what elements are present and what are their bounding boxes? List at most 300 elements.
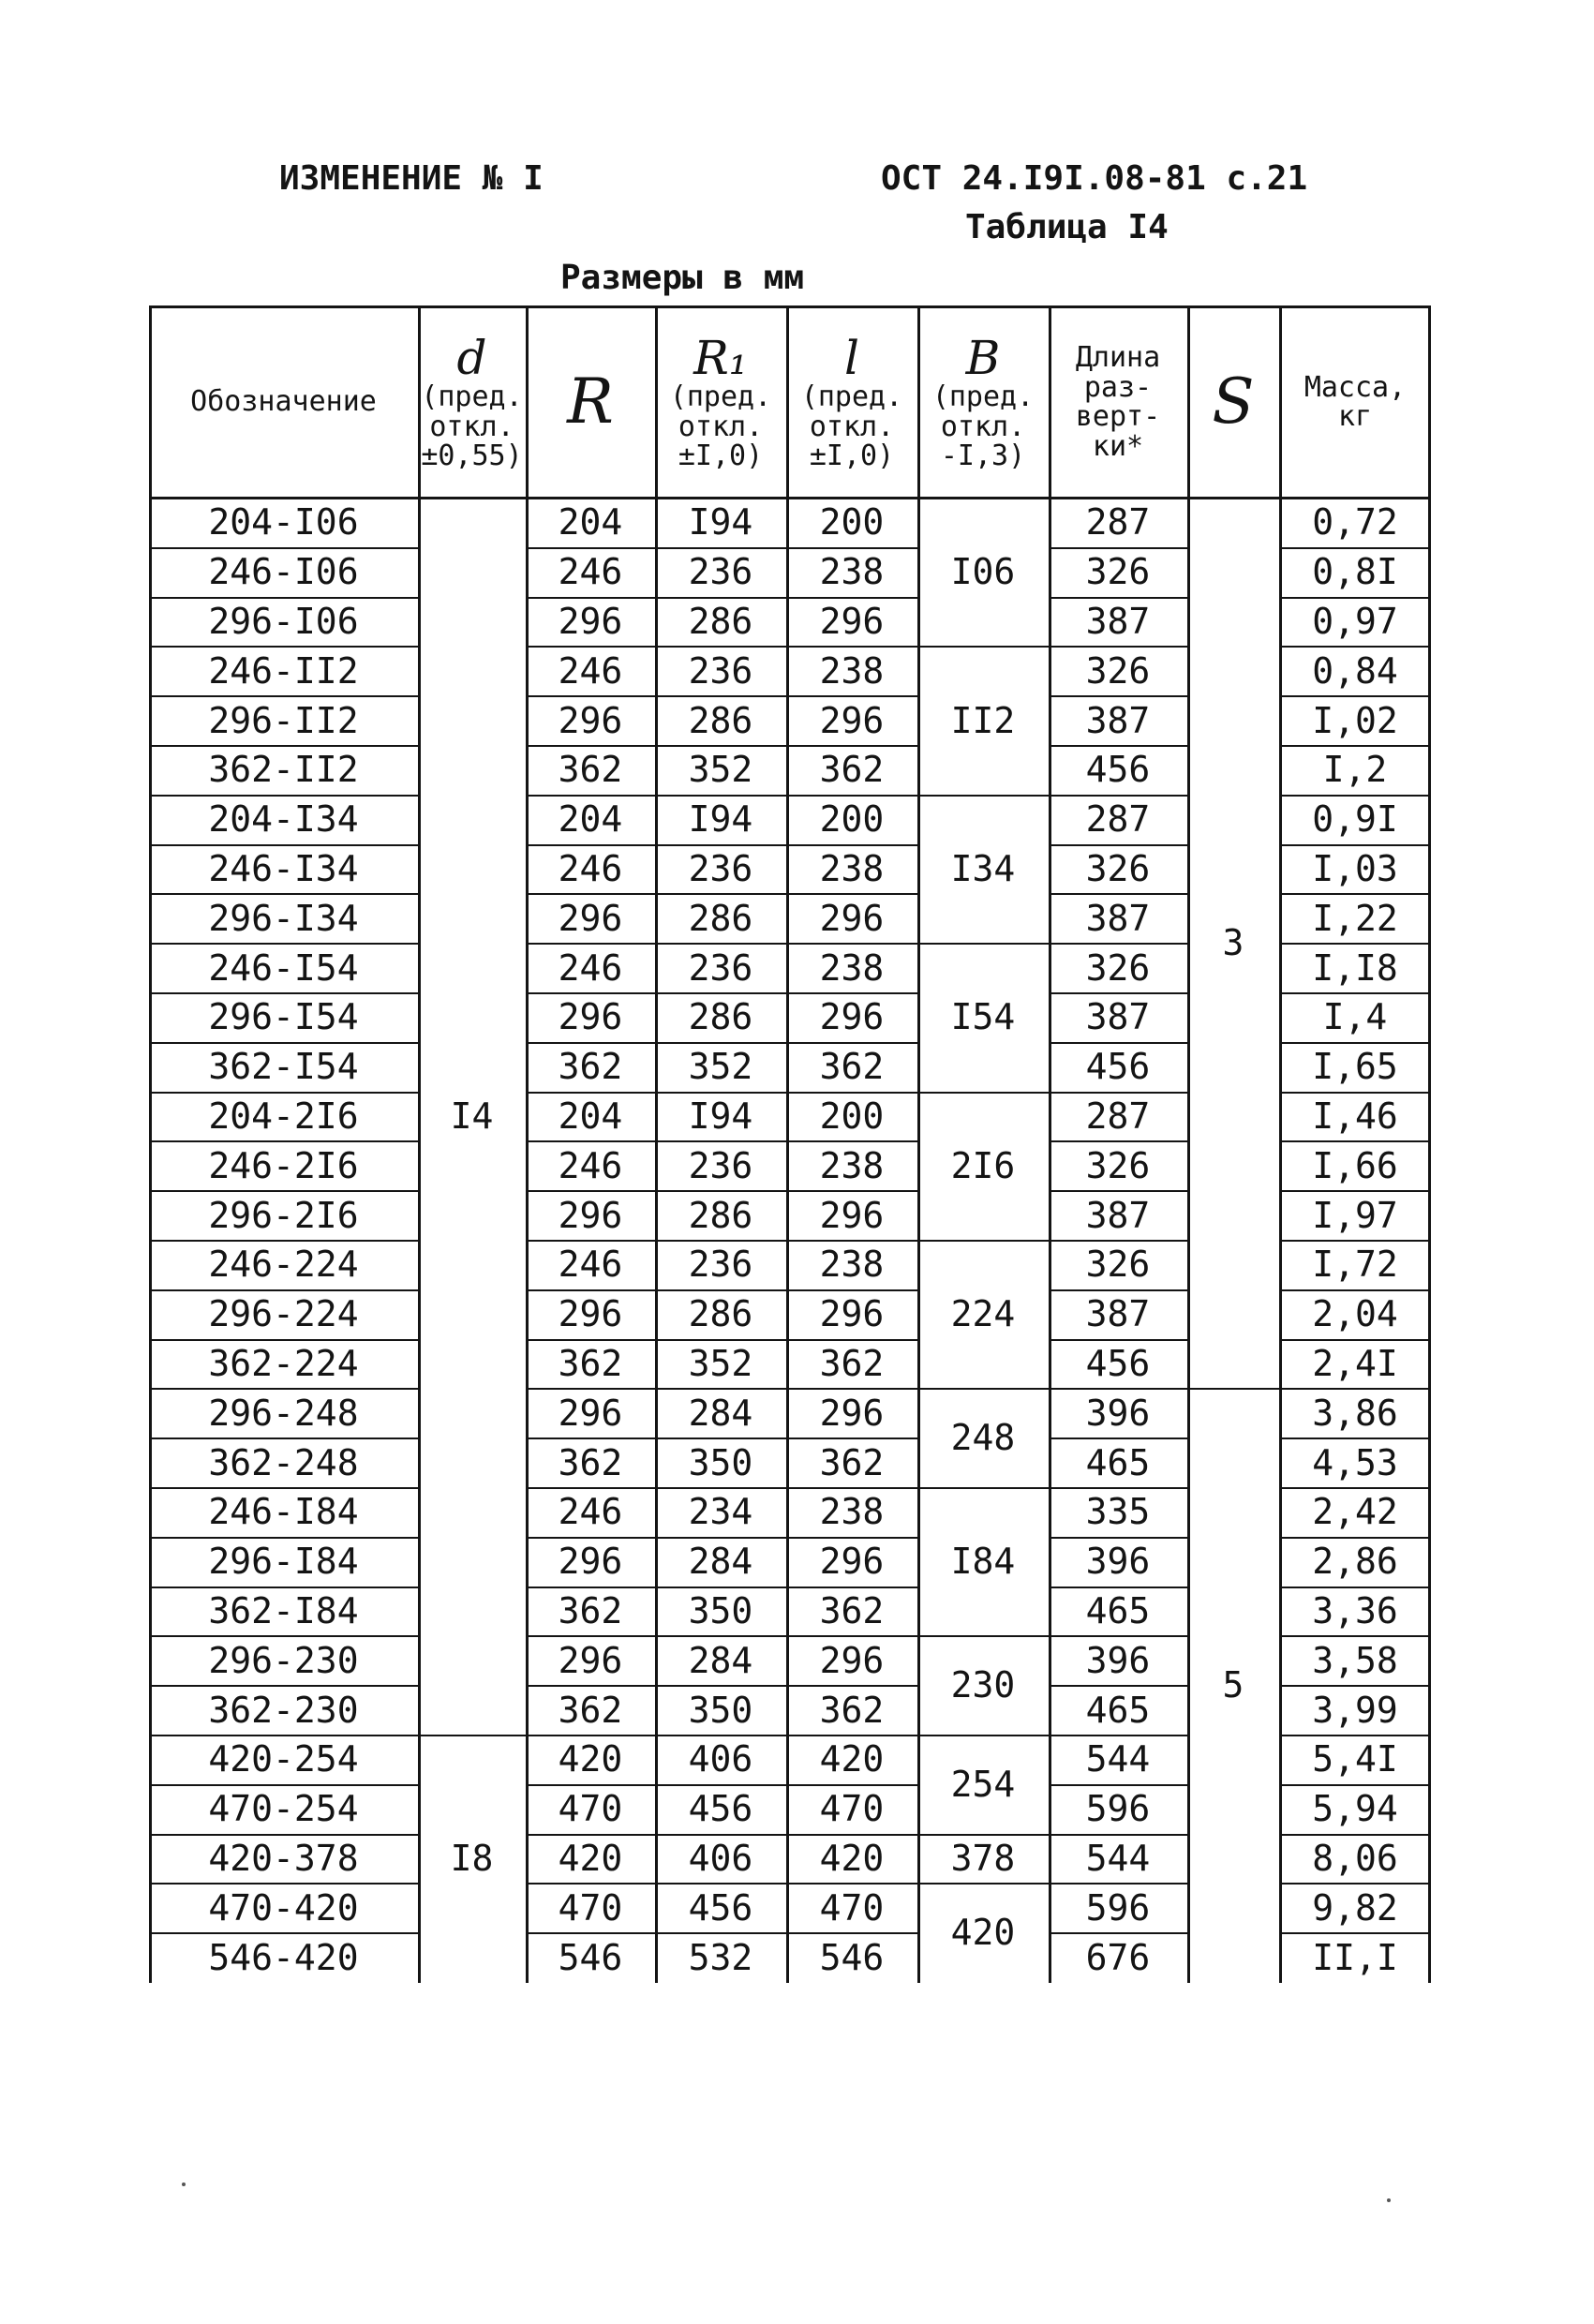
row-length-cell: 596: [1085, 1788, 1151, 1830]
row-length-cell: 387: [1085, 601, 1151, 643]
b-group-cell: I34: [950, 848, 1016, 890]
row-R-cell: 362: [558, 1590, 623, 1632]
row-rule: [1049, 1092, 1187, 1094]
row-designation-cell: 420-254: [208, 1738, 359, 1780]
row-mass-cell: 3,36: [1312, 1590, 1398, 1632]
row-mass-cell: I,66: [1312, 1144, 1398, 1186]
row-rule: [1049, 992, 1187, 994]
row-rule: [917, 1834, 1049, 1836]
header-symbol: d: [456, 330, 487, 385]
row-rule: [1049, 646, 1187, 648]
row-mass-cell: 9,82: [1312, 1886, 1398, 1929]
row-rule: [917, 1635, 1049, 1637]
row-rule: [526, 943, 655, 945]
row-R-cell: 204: [558, 798, 623, 841]
row-length-cell: 465: [1085, 1441, 1151, 1483]
row-rule: [1049, 1042, 1187, 1044]
row-length-cell: 456: [1085, 1046, 1151, 1088]
row-l-cell: 200: [819, 1095, 885, 1138]
row-rule: [655, 844, 786, 846]
row-rule: [526, 992, 655, 994]
row-rule: [1279, 1635, 1431, 1637]
row-R1-cell: 284: [688, 1541, 753, 1583]
row-rule: [1049, 1587, 1187, 1588]
row-l-cell: 420: [819, 1738, 885, 1780]
row-rule: [149, 1240, 418, 1242]
header-cell: [917, 305, 1049, 499]
row-rule: [1279, 1735, 1431, 1736]
row-l-cell: 362: [819, 1590, 885, 1632]
top-rule: [149, 305, 1431, 308]
row-mass-cell: 5,4I: [1312, 1738, 1398, 1780]
row-rule: [149, 1438, 418, 1439]
row-R1-cell: 456: [688, 1886, 753, 1929]
row-R1-cell: 286: [688, 699, 753, 741]
row-rule: [526, 1834, 655, 1836]
row-rule: [1049, 597, 1187, 599]
row-rule: [1279, 1834, 1431, 1836]
row-l-cell: 362: [819, 1046, 885, 1088]
b-group-cell: II2: [950, 699, 1016, 741]
row-rule: [786, 1240, 917, 1242]
row-rule: [526, 1240, 655, 1242]
row-rule: [917, 1092, 1049, 1094]
row-rule: [149, 1487, 418, 1489]
row-R1-cell: 352: [688, 749, 753, 791]
row-rule: [1049, 1834, 1187, 1836]
row-rule: [149, 1388, 418, 1390]
row-rule: [418, 1735, 526, 1736]
row-R1-cell: 286: [688, 1293, 753, 1335]
s-group-cell: 3: [1222, 922, 1244, 964]
row-rule: [786, 795, 917, 797]
b-group-cell: 230: [950, 1664, 1016, 1706]
row-rule: [526, 1339, 655, 1341]
row-rule: [1279, 1685, 1431, 1687]
row-rule: [526, 695, 655, 697]
row-length-cell: 387: [1085, 699, 1151, 741]
row-designation-cell: 420-378: [208, 1838, 359, 1880]
row-rule: [1049, 547, 1187, 549]
row-rule: [149, 1685, 418, 1687]
row-rule: [917, 646, 1049, 648]
row-R1-cell: 234: [688, 1491, 753, 1533]
row-rule: [1049, 1438, 1187, 1439]
row-mass-cell: I,72: [1312, 1244, 1398, 1286]
row-mass-cell: I,46: [1312, 1095, 1398, 1138]
row-R-cell: 246: [558, 1144, 623, 1186]
header-cell: [786, 305, 917, 499]
row-rule: [655, 992, 786, 994]
row-rule: [149, 1092, 418, 1094]
row-l-cell: 238: [819, 848, 885, 890]
row-mass-cell: II,I: [1312, 1936, 1398, 1978]
row-R1-cell: 286: [688, 601, 753, 643]
row-R1-cell: 286: [688, 1194, 753, 1236]
row-length-cell: 465: [1085, 1689, 1151, 1731]
row-rule: [1049, 1487, 1187, 1489]
row-rule: [1049, 1685, 1187, 1687]
row-R-cell: 204: [558, 1095, 623, 1138]
row-rule: [655, 1190, 786, 1192]
row-rule: [526, 1140, 655, 1142]
row-R-cell: 362: [558, 1343, 623, 1385]
row-rule: [1279, 695, 1431, 697]
row-rule: [149, 1042, 418, 1044]
row-designation-cell: 204-I34: [208, 798, 359, 841]
row-length-cell: 396: [1085, 1541, 1151, 1583]
row-rule: [786, 1587, 917, 1588]
row-rule: [149, 1883, 418, 1885]
row-rule: [1279, 1339, 1431, 1341]
row-rule: [655, 1438, 786, 1439]
row-rule: [526, 1042, 655, 1044]
row-l-cell: 296: [819, 1541, 885, 1583]
row-rule: [786, 1042, 917, 1044]
row-rule: [1279, 1140, 1431, 1142]
row-rule: [149, 1339, 418, 1341]
row-R1-cell: 350: [688, 1689, 753, 1731]
row-rule: [1049, 1537, 1187, 1539]
row-rule: [655, 1289, 786, 1291]
row-designation-cell: 246-I54: [208, 946, 359, 989]
row-l-cell: 238: [819, 649, 885, 692]
row-rule: [655, 646, 786, 648]
row-l-cell: 296: [819, 897, 885, 939]
b-group-cell: 224: [950, 1293, 1016, 1335]
row-R1-cell: 456: [688, 1788, 753, 1830]
row-rule: [655, 1635, 786, 1637]
row-rule: [655, 1834, 786, 1836]
row-rule: [917, 795, 1049, 797]
row-rule: [786, 1834, 917, 1836]
row-designation-cell: 470-420: [208, 1886, 359, 1929]
row-rule: [655, 795, 786, 797]
column-rule: [1187, 305, 1190, 1983]
b-group-cell: 378: [950, 1838, 1016, 1880]
row-R-cell: 204: [558, 501, 623, 544]
row-rule: [149, 745, 418, 747]
b-group-cell: 254: [950, 1763, 1016, 1805]
row-length-cell: 544: [1085, 1838, 1151, 1880]
row-rule: [1279, 1883, 1431, 1885]
row-mass-cell: I,02: [1312, 699, 1398, 741]
row-length-cell: 387: [1085, 897, 1151, 939]
row-R1-cell: 236: [688, 1144, 753, 1186]
row-rule: [526, 1537, 655, 1539]
row-length-cell: 396: [1085, 1639, 1151, 1681]
row-rule: [526, 547, 655, 549]
row-rule: [526, 1883, 655, 1885]
row-mass-cell: 0,8I: [1312, 551, 1398, 593]
row-R1-cell: I94: [688, 501, 753, 544]
row-rule: [1049, 1735, 1187, 1736]
row-rule: [655, 1587, 786, 1588]
row-rule: [786, 1635, 917, 1637]
header-symbol: R: [567, 365, 614, 439]
row-rule: [1279, 1784, 1431, 1786]
row-designation-cell: 204-2I6: [208, 1095, 359, 1138]
row-rule: [917, 1240, 1049, 1242]
row-R-cell: 246: [558, 1491, 623, 1533]
row-designation-cell: 296-230: [208, 1639, 359, 1681]
header-cell: [1187, 305, 1279, 499]
row-R1-cell: 352: [688, 1046, 753, 1088]
row-length-cell: 396: [1085, 1392, 1151, 1434]
row-rule: [786, 1140, 917, 1142]
row-rule: [786, 1092, 917, 1094]
row-R1-cell: 284: [688, 1392, 753, 1434]
column-rule: [917, 305, 920, 1983]
column-rule: [418, 305, 421, 1983]
row-mass-cell: 0,84: [1312, 649, 1398, 692]
row-rule: [1049, 1635, 1187, 1637]
row-rule: [1279, 795, 1431, 797]
row-rule: [526, 795, 655, 797]
row-rule: [1049, 1388, 1187, 1390]
header-symbol: S: [1212, 365, 1255, 439]
row-R-cell: 362: [558, 1689, 623, 1731]
row-R-cell: 296: [558, 1392, 623, 1434]
row-rule: [917, 1388, 1049, 1390]
row-rule: [149, 795, 418, 797]
row-rule: [786, 597, 917, 599]
header-symbol: R₁: [693, 330, 748, 385]
row-rule: [655, 1883, 786, 1885]
row-R1-cell: 236: [688, 946, 753, 989]
row-designation-cell: 362-224: [208, 1343, 359, 1385]
row-designation-cell: 362-230: [208, 1689, 359, 1731]
row-length-cell: 465: [1085, 1590, 1151, 1632]
row-rule: [149, 943, 418, 945]
row-mass-cell: 5,94: [1312, 1788, 1398, 1830]
row-l-cell: 362: [819, 749, 885, 791]
row-R1-cell: I94: [688, 798, 753, 841]
row-l-cell: 238: [819, 1491, 885, 1533]
row-rule: [786, 943, 917, 945]
row-l-cell: 470: [819, 1788, 885, 1830]
row-rule: [526, 1289, 655, 1291]
row-rule: [149, 1784, 418, 1786]
row-rule: [1279, 1190, 1431, 1192]
row-rule: [149, 1537, 418, 1539]
row-l-cell: 296: [819, 1293, 885, 1335]
row-rule: [1049, 1190, 1187, 1192]
row-R1-cell: 236: [688, 649, 753, 692]
row-R-cell: 246: [558, 848, 623, 890]
row-designation-cell: 246-2I6: [208, 1144, 359, 1186]
row-mass-cell: 3,99: [1312, 1689, 1398, 1731]
row-rule: [786, 1685, 917, 1687]
row-rule: [526, 745, 655, 747]
row-mass-cell: 3,86: [1312, 1392, 1398, 1434]
row-rule: [655, 1388, 786, 1390]
row-rule: [655, 1784, 786, 1786]
row-l-cell: 296: [819, 1639, 885, 1681]
row-mass-cell: I,03: [1312, 848, 1398, 890]
row-l-cell: 238: [819, 1144, 885, 1186]
row-l-cell: 470: [819, 1886, 885, 1929]
header-rule: [149, 497, 1431, 499]
column-rule: [1279, 305, 1282, 1983]
row-rule: [786, 1190, 917, 1192]
row-R1-cell: 236: [688, 1244, 753, 1286]
row-l-cell: 296: [819, 601, 885, 643]
row-l-cell: 296: [819, 996, 885, 1038]
row-rule: [1279, 1487, 1431, 1489]
row-designation-cell: 362-I84: [208, 1590, 359, 1632]
row-rule: [149, 893, 418, 895]
row-rule: [149, 1735, 418, 1736]
row-R-cell: 470: [558, 1886, 623, 1929]
row-l-cell: 362: [819, 1689, 885, 1731]
row-rule: [1279, 992, 1431, 994]
header-text: (пред. откл. ±I,0): [669, 380, 772, 472]
row-rule: [917, 1883, 1049, 1885]
row-rule: [655, 893, 786, 895]
row-R-cell: 420: [558, 1738, 623, 1780]
row-rule: [786, 893, 917, 895]
row-l-cell: 238: [819, 946, 885, 989]
row-designation-cell: 470-254: [208, 1788, 359, 1830]
row-rule: [1049, 1289, 1187, 1291]
row-rule: [526, 1190, 655, 1192]
row-mass-cell: I,22: [1312, 897, 1398, 939]
row-rule: [786, 745, 917, 747]
row-rule: [149, 695, 418, 697]
row-mass-cell: 3,58: [1312, 1639, 1398, 1681]
header-symbol: l: [844, 330, 859, 385]
b-group-cell: I54: [950, 996, 1016, 1038]
row-rule: [1279, 1537, 1431, 1539]
header-text: Масса, кг: [1304, 370, 1407, 433]
row-rule: [786, 547, 917, 549]
row-R1-cell: 350: [688, 1590, 753, 1632]
row-R1-cell: 406: [688, 1738, 753, 1780]
row-R1-cell: 352: [688, 1343, 753, 1385]
row-designation-cell: 246-I84: [208, 1491, 359, 1533]
row-mass-cell: 4,53: [1312, 1441, 1398, 1483]
scan-speck: [182, 2182, 186, 2186]
row-length-cell: 326: [1085, 1244, 1151, 1286]
row-rule: [526, 1438, 655, 1439]
row-rule: [149, 1932, 418, 1934]
row-rule: [655, 1140, 786, 1142]
row-rule: [655, 1092, 786, 1094]
row-mass-cell: 2,86: [1312, 1541, 1398, 1583]
row-designation-cell: 546-420: [208, 1936, 359, 1978]
row-mass-cell: 2,4I: [1312, 1343, 1398, 1385]
row-rule: [526, 1784, 655, 1786]
row-rule: [786, 1487, 917, 1489]
row-rule: [526, 1487, 655, 1489]
b-group-cell: I84: [950, 1541, 1016, 1583]
column-rule: [655, 305, 658, 1983]
row-rule: [1279, 547, 1431, 549]
units-caption: Размеры в мм: [560, 259, 805, 297]
row-rule: [655, 695, 786, 697]
row-rule: [917, 943, 1049, 945]
row-length-cell: 335: [1085, 1491, 1151, 1533]
row-R-cell: 246: [558, 1244, 623, 1286]
b-group-cell: 420: [950, 1912, 1016, 1954]
row-rule: [1187, 1388, 1279, 1390]
row-designation-cell: 296-I34: [208, 897, 359, 939]
row-mass-cell: 8,06: [1312, 1838, 1398, 1880]
row-designation-cell: 362-I54: [208, 1046, 359, 1088]
row-mass-cell: 2,42: [1312, 1491, 1398, 1533]
row-R-cell: 420: [558, 1838, 623, 1880]
row-rule: [149, 1834, 418, 1836]
row-rule: [526, 1092, 655, 1094]
header-cell: [1279, 305, 1431, 499]
dimensions-table: [149, 305, 1431, 1983]
row-rule: [655, 1685, 786, 1687]
row-rule: [526, 893, 655, 895]
row-rule: [786, 1883, 917, 1885]
row-R1-cell: 236: [688, 551, 753, 593]
row-rule: [655, 547, 786, 549]
row-designation-cell: 296-I54: [208, 996, 359, 1038]
row-rule: [1049, 943, 1187, 945]
column-rule: [1049, 305, 1051, 1983]
row-R1-cell: 350: [688, 1441, 753, 1483]
row-rule: [655, 1487, 786, 1489]
row-rule: [526, 1635, 655, 1637]
row-rule: [1049, 1140, 1187, 1142]
row-l-cell: 362: [819, 1343, 885, 1385]
d-group-cell: I8: [450, 1838, 494, 1880]
b-group-cell: I06: [950, 551, 1016, 593]
row-rule: [1049, 745, 1187, 747]
row-length-cell: 326: [1085, 1144, 1151, 1186]
row-rule: [655, 1339, 786, 1341]
row-l-cell: 546: [819, 1936, 885, 1978]
row-mass-cell: 0,9I: [1312, 798, 1398, 841]
column-rule: [526, 305, 529, 1983]
row-l-cell: 362: [819, 1441, 885, 1483]
row-rule: [1279, 1388, 1431, 1390]
row-R-cell: 470: [558, 1788, 623, 1830]
row-rule: [1049, 1883, 1187, 1885]
row-rule: [526, 1388, 655, 1390]
row-l-cell: 296: [819, 699, 885, 741]
row-rule: [1279, 745, 1431, 747]
row-rule: [1049, 1784, 1187, 1786]
row-l-cell: 420: [819, 1838, 885, 1880]
row-rule: [655, 1042, 786, 1044]
header-symbol: B: [965, 330, 1001, 385]
row-l-cell: 296: [819, 1194, 885, 1236]
row-rule: [1279, 1438, 1431, 1439]
row-length-cell: 326: [1085, 848, 1151, 890]
row-length-cell: 387: [1085, 996, 1151, 1038]
column-rule: [786, 305, 789, 1983]
row-R-cell: 246: [558, 946, 623, 989]
row-rule: [655, 1932, 786, 1934]
row-length-cell: 544: [1085, 1738, 1151, 1780]
row-R-cell: 296: [558, 1639, 623, 1681]
table-title: Таблица I4: [965, 208, 1169, 246]
row-R-cell: 296: [558, 897, 623, 939]
row-rule: [655, 597, 786, 599]
row-length-cell: 456: [1085, 1343, 1151, 1385]
row-rule: [786, 1932, 917, 1934]
standard-reference: ОСТ 24.I9I.08-81 с.21: [881, 159, 1308, 198]
row-designation-cell: 246-I34: [208, 848, 359, 890]
row-designation-cell: 296-I84: [208, 1541, 359, 1583]
header-text: (пред. откл. -I,3): [931, 380, 1035, 472]
